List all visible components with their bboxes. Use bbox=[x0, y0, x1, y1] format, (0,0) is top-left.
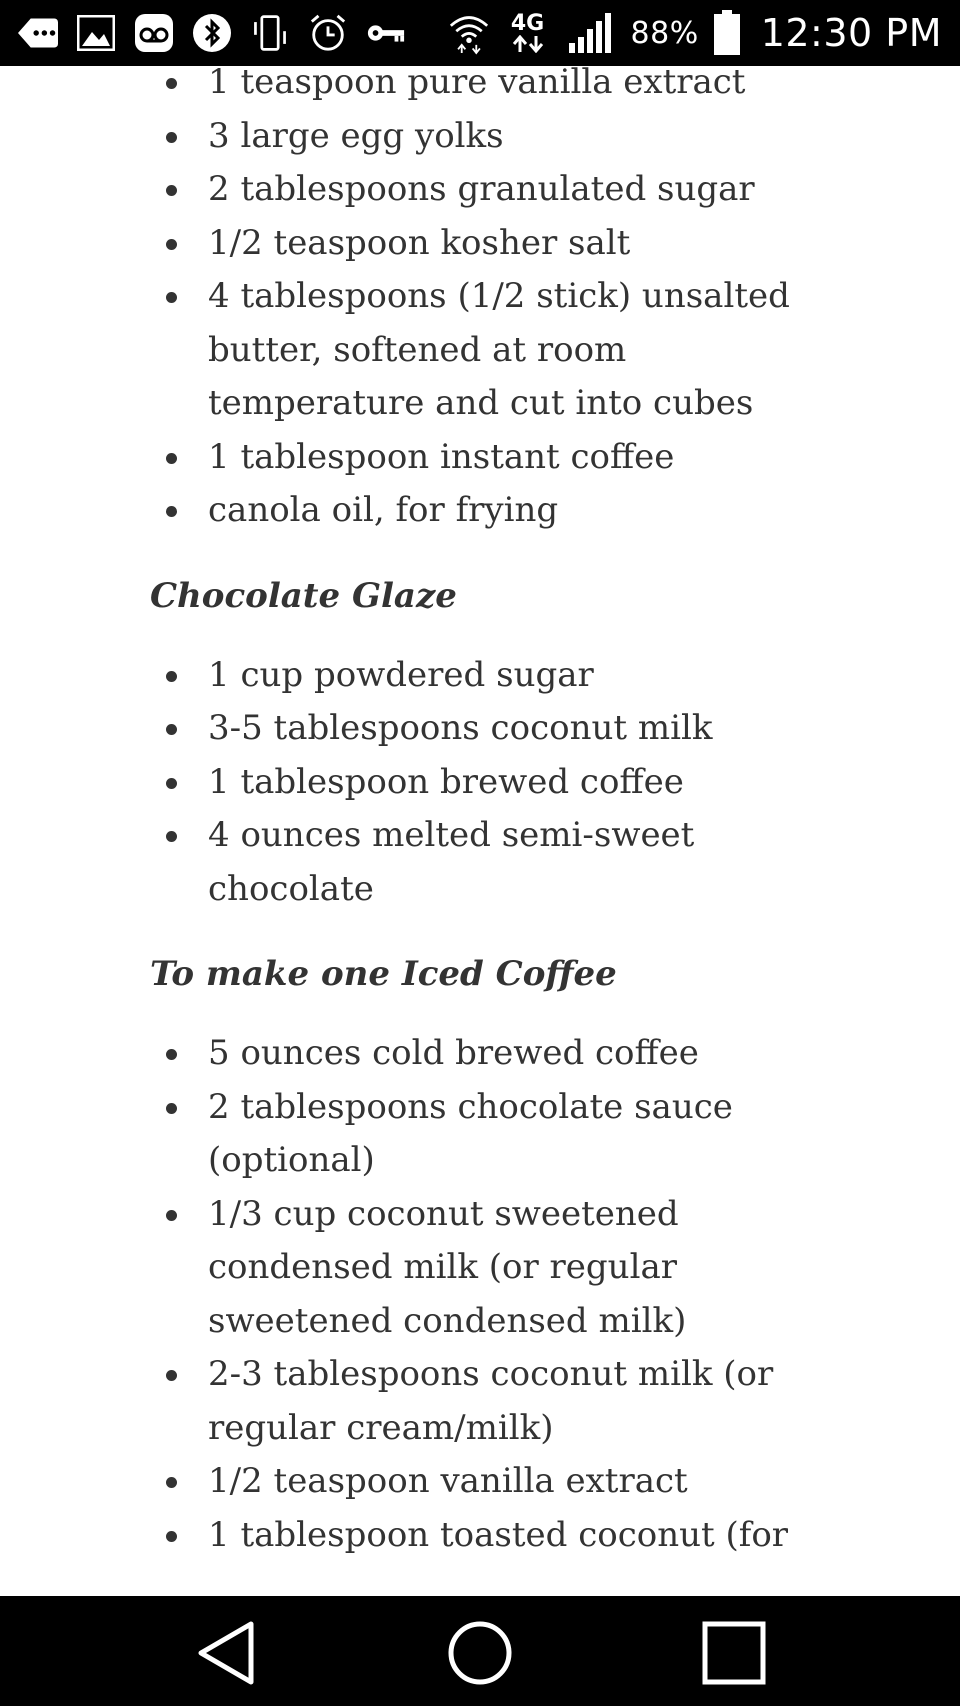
section-heading-iced-coffee: To make one Iced Coffee bbox=[150, 954, 617, 994]
list-item: 2-3 tablespoons coconut milk (or regular cream/milk) bbox=[150, 1348, 790, 1455]
signal-icon bbox=[567, 11, 617, 55]
bluetooth-icon bbox=[192, 11, 232, 55]
lte-data-icon bbox=[503, 11, 553, 55]
status-bar bbox=[0, 0, 960, 66]
battery-icon bbox=[713, 11, 741, 55]
list-item: 1 tablespoon brewed coffee bbox=[150, 756, 790, 810]
notification-icons bbox=[18, 11, 406, 55]
system-icons bbox=[449, 11, 942, 55]
key-icon bbox=[366, 11, 406, 55]
list-item: 4 tablespoons (1/2 stick) unsalted butter, softened at room temperature and cut into cubes bbox=[150, 270, 790, 431]
list-item: 2 tablespoons chocolate sauce (optional) bbox=[150, 1081, 790, 1188]
recipe-ingredients bbox=[150, 66, 790, 1562]
list-item: 1/2 teaspoon vanilla extract bbox=[150, 1455, 790, 1509]
list-item: 3-5 tablespoons coconut milk bbox=[150, 702, 790, 756]
list-item: 2 tablespoons granulated sugar bbox=[150, 163, 790, 217]
more-notifications-icon bbox=[18, 11, 58, 55]
vibrate-icon bbox=[250, 11, 290, 55]
ingredient-list-chocolate-glaze bbox=[150, 649, 790, 917]
wifi-icon bbox=[449, 11, 489, 55]
web-content[interactable] bbox=[0, 66, 960, 1596]
voicemail-icon bbox=[134, 11, 174, 55]
home-icon bbox=[445, 1618, 515, 1688]
list-item: 1 tablespoon instant coffee bbox=[150, 431, 790, 485]
ingredient-list-iced-coffee bbox=[150, 1027, 790, 1562]
list-item: 5 ounces cold brewed coffee bbox=[150, 1027, 790, 1081]
back-icon bbox=[195, 1618, 259, 1688]
clock: 12:30 PM bbox=[760, 11, 942, 55]
battery-percentage: 88% bbox=[630, 15, 699, 51]
list-item: 3 large egg yolks bbox=[150, 110, 790, 164]
home-button[interactable] bbox=[440, 1618, 520, 1688]
list-item: 1/2 teaspoon kosher salt bbox=[150, 217, 790, 271]
ingredient-list-donuts bbox=[150, 66, 790, 538]
recents-icon bbox=[701, 1620, 767, 1686]
back-button[interactable] bbox=[187, 1618, 267, 1688]
recents-button[interactable] bbox=[694, 1618, 774, 1688]
list-item: 1/3 cup coconut sweetened condensed milk (or regular sweetened condensed milk) bbox=[150, 1188, 790, 1349]
list-item: canola oil, for frying bbox=[150, 484, 790, 538]
list-item: 1 tablespoon toasted coconut (for bbox=[150, 1509, 790, 1563]
navigation-bar bbox=[0, 1596, 960, 1706]
list-item: 1 teaspoon pure vanilla extract bbox=[150, 66, 790, 110]
gallery-icon bbox=[76, 11, 116, 55]
list-item: 4 ounces melted semi-sweet chocolate bbox=[150, 809, 790, 916]
alarm-icon bbox=[308, 11, 348, 55]
list-item: 1 cup powdered sugar bbox=[150, 649, 790, 703]
section-heading-chocolate-glaze: Chocolate Glaze bbox=[150, 575, 457, 616]
network-type-label: 4G bbox=[510, 11, 545, 36]
